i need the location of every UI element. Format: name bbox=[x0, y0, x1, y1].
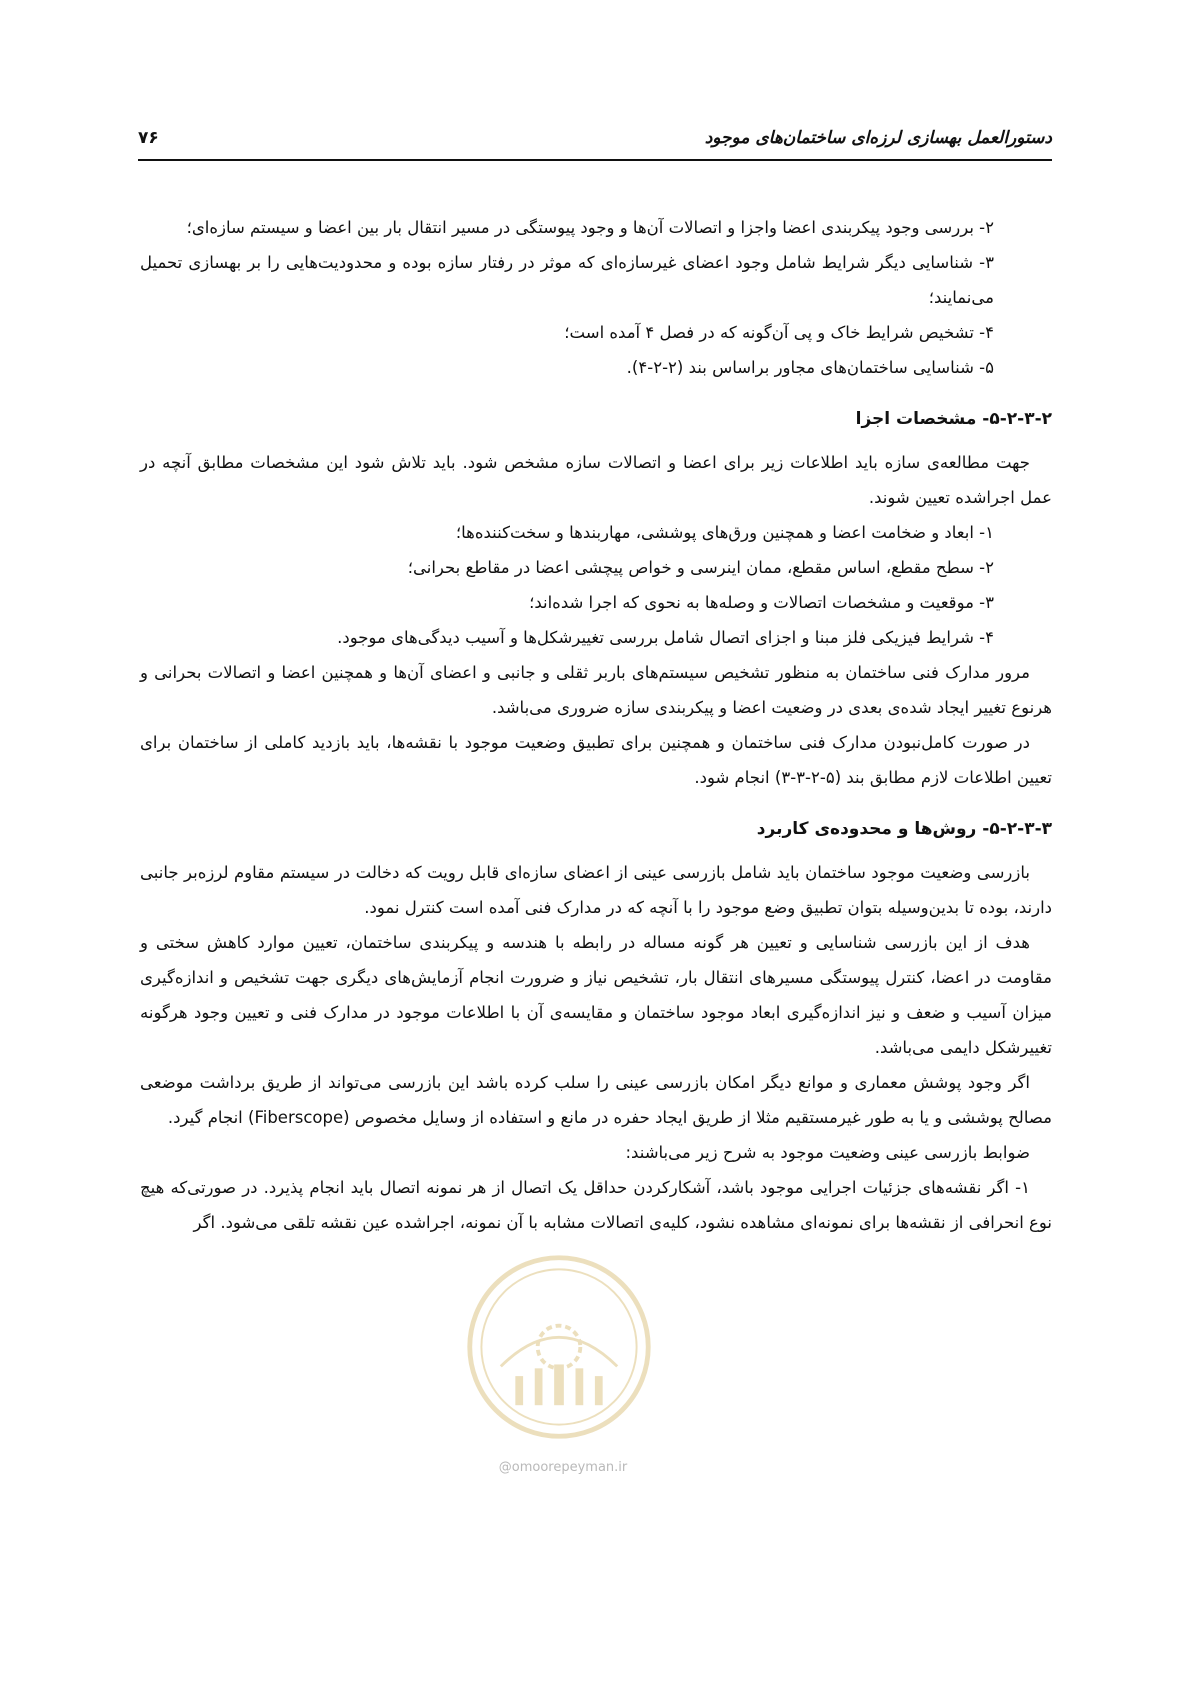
list-item: ۴- تشخیص شرایط خاک و پی آن‌گونه که در فصل ۴ آمده است؛ bbox=[564, 323, 994, 342]
body-paragraph: جهت مطالعه‌ی سازه باید اطلاعات زیر برای اعضا و اتصالات سازه مشخص شود. باید تلاش شود این مشخصات مطابق آنچه در عمل اجراشده تعیین شوند. bbox=[140, 453, 1052, 507]
list-item: ۳- موقعیت و مشخصات اتصالات و وصله‌ها به نحوی که اجرا شده‌اند؛ bbox=[529, 593, 994, 612]
header-rule bbox=[138, 159, 1052, 161]
list-item: ۳- شناسایی دیگر شرایط شامل وجود اعضای غیرسازه‌ای که موثر در رفتار سازه بوده و محدودیت‌هایی را بر بهسازی تحمیل می‌نمایند؛ bbox=[140, 253, 994, 307]
running-title: دستورالعمل بهسازی لرزه‌ای ساختمان‌های موجود bbox=[704, 128, 1052, 148]
watermark-url: @omoorepeyman.ir bbox=[498, 1460, 628, 1475]
body-paragraph: در صورت کامل‌نبودن مدارک فنی ساختمان و همچنین برای تطبیق وضعیت موجود با نقشه‌ها، باید بازدید کاملی از ساختمان برای تعیین اطلاعات لازم مطابق بند (۵-۲-۳-۳) انجام شود. bbox=[140, 733, 1052, 787]
page-number: ۷۶ bbox=[138, 128, 159, 148]
body-paragraph: بازرسی وضعیت موجود ساختمان باید شامل بازرسی عینی از اعضای سازه‌ای قابل رویت که دخالت در سیستم مقاوم لرزه‌بر جانبی دارند، بوده تا بدین‌وسیله بتوان تطبیق وضع موجود را با آنچه که در مدارک فنی آمده است کنترل نمود. bbox=[140, 863, 1052, 917]
body-paragraph: ضوابط بازرسی عینی وضعیت موجود به شرح زیر می‌باشند: bbox=[625, 1143, 1030, 1162]
list-item: ۲- سطح مقطع، اساس مقطع، ممان اینرسی و خواص پیچشی اعضا در مقاطع بحرانی؛ bbox=[407, 558, 994, 577]
list-item: ۴- شرایط فیزیکی فلز مبنا و اجزای اتصال شامل بررسی تغییرشکل‌ها و آسیب دیدگی‌های موجود. bbox=[337, 628, 994, 647]
list-item: ۱- ابعاد و ضخامت اعضا و همچنین ورق‌های پوششی، مهاربندها و سخت‌کننده‌ها؛ bbox=[455, 523, 994, 542]
body-paragraph: هدف از این بازرسی شناسایی و تعیین هر گونه مساله در رابطه با هندسه و پیکربندی ساختمان، تعیین موارد کاهش سختی و مقاومت در اعضا، کنترل پیوستگی مسیرهای انتقال بار، تشخیص نیاز و ضرورت انجام آزمایش‌های دیگری جهت تشخیص و اندازه‌گیری میزان آسیب و ضعف و نیز اندازه‌گیری ابعاد موجود ساختمان و مقایسه‌ی آن با اطلاعات موجود در مدارک فنی و تعیین وجود هرگونه تغییرشکل دایمی می‌باشد. bbox=[140, 933, 1052, 1057]
section-heading: ۵-۲-۳-۲- مشخصات اجزا bbox=[855, 409, 1052, 429]
body-paragraph: اگر وجود پوشش معماری و موانع دیگر امکان بازرسی عینی را سلب کرده باشد این بازرسی می‌تواند از طریق برداشت موضعی مصالح پوششی و یا به طور غیرمستقیم مثلا از طریق ایجاد حفره در مانع و استفاده از وسایل مخصوص (Fiberscope) انجام گیرد. bbox=[140, 1073, 1052, 1127]
page-header bbox=[138, 128, 1052, 156]
body-paragraph: ۱- اگر نقشه‌های جزئیات اجرایی موجود باشد، آشکارکردن حداقل یک اتصال از هر نمونه اتصال باید انجام پذیرد. در صورتی‌که هیچ نوع انحرافی از نقشه‌ها برای نمونه‌ای مشاهده نشود، کلیه‌ی اتصالات مشابه با آن نمونه، اجراشده عین نقشه تلقی می‌شود. اگر bbox=[140, 1178, 1052, 1232]
watermark-seal-icon bbox=[462, 1250, 656, 1444]
page-body bbox=[140, 210, 1052, 1240]
list-item: ۲- بررسی وجود پیکربندی اعضا واجزا و اتصالات آن‌ها و وجود پیوستگی در مسیر انتقال بار بین اعضا و سیستم سازه‌ای؛ bbox=[186, 218, 994, 237]
list-item: ۵- شناسایی ساختمان‌های مجاور براساس بند (۲-۲-۴). bbox=[626, 358, 994, 377]
body-paragraph: مرور مدارک فنی ساختمان به منظور تشخیص سیستم‌های باربر ثقلی و جانبی و اعضای آن‌ها و همچنین اعضا و اتصالات بحرانی و هرنوع تغییر ایجاد شده‌ی بعدی در وضعیت اعضا و پیکربندی سازه ضروری می‌باشد. bbox=[140, 663, 1052, 717]
section-heading: ۵-۲-۳-۳- روش‌ها و محدوده‌ی کاربرد bbox=[756, 819, 1052, 839]
